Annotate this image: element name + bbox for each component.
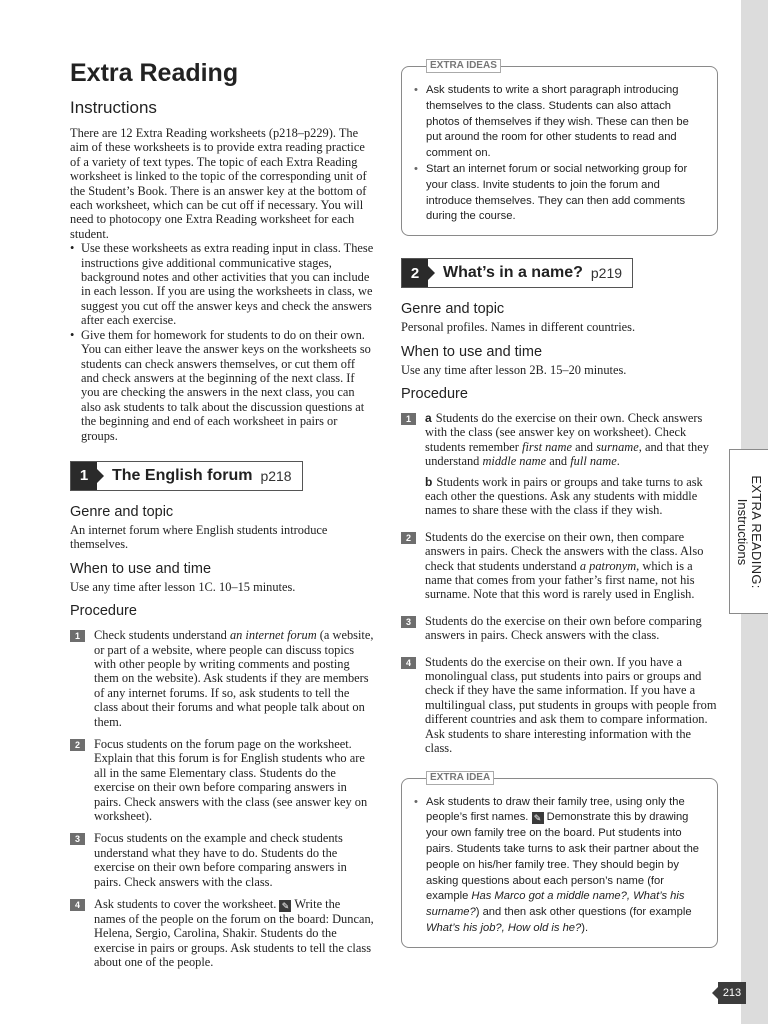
step-text: Students do the exercise on their own, then compare answers in pairs. Check the answers with the class. Also check that students understand xyxy=(425,529,704,573)
section-1-step-2 xyxy=(70,737,375,823)
step-text: Ask students to cover the worksheet. xyxy=(94,897,280,912)
right-column xyxy=(401,56,718,948)
step-italic-term: surname xyxy=(596,439,639,454)
step-text: Students do the exercise on their own before comparing answers in pairs. Check answers with the class. xyxy=(425,613,702,643)
extra-idea-example: What’s his job?, How old is he? xyxy=(426,921,582,934)
extra-idea-text: Ask students to draw their family tree, using only the people’s first names. xyxy=(426,795,685,824)
step-text: (a website, or part of a website, where people can discuss topics with other people by writing comments and posting them on the website). Ask students if they are members of any internet forums. If so, ask students to tell the class about their forums and what people talk about on them. xyxy=(94,628,374,729)
step-text: Focus students on the example and check students understand what they have to do. Students do the exercise on their own before comparing answers in pairs. Check answers with the class. xyxy=(94,831,347,889)
section-2-step-4 xyxy=(401,655,718,756)
section-2-when-heading: When to use and time xyxy=(401,343,543,360)
step-sub-label-a: a xyxy=(425,410,432,425)
section-1-page: p218 xyxy=(260,467,292,484)
step-text: . xyxy=(616,454,620,469)
section-1-when-text: Use any time after lesson 1C. 10–15 minutes. xyxy=(70,579,296,594)
section-2-header xyxy=(401,258,633,288)
step-number-badge: 1 xyxy=(401,413,416,425)
pencil-icon: ✎ xyxy=(279,900,291,912)
step-number-badge: 3 xyxy=(70,833,85,845)
section-2-genre-text: Personal profiles. Names in different countries. xyxy=(401,320,636,335)
pencil-icon: ✎ xyxy=(532,812,544,824)
step-number-badge: 4 xyxy=(401,657,416,669)
step-text: , and that they understand xyxy=(425,439,709,469)
section-1-when-heading: When to use and time xyxy=(70,560,212,577)
section-1-header xyxy=(70,461,303,491)
extra-ideas-label: EXTRA IDEAS xyxy=(426,59,501,73)
section-2-step-2 xyxy=(401,530,718,602)
step-sub-label-b: b xyxy=(425,474,433,489)
extra-ideas-item-1: • Ask students to write a short paragraph introducing themselves to the class. Students can also attach photos of themselves if they wish. These can then be put around the room for other students to read and comment on. xyxy=(414,83,705,162)
step-number-badge: 2 xyxy=(401,532,416,544)
step-text: Students work in pairs or groups and take turns to ask each other the questions. Ask any students with middle names to share these with the class if they wish. xyxy=(425,474,703,518)
step-italic-term: full name xyxy=(570,454,617,469)
section-1-procedure-heading: Procedure xyxy=(70,603,137,620)
step-text: Focus students on the forum page on the worksheet. Explain that this forum is for English students who are all in the same Elementary class. Students do the exercise on their own before comparing answers in pairs. Check answers with the class (see answer key on worksheet). xyxy=(94,737,368,824)
step-number-badge: 2 xyxy=(70,739,85,751)
intro-paragraph: There are 12 Extra Reading worksheets (p218–p229). The aim of these worksheets is to provide extra reading practice of a variety of text types. The topic of each Extra Reading worksheet is linked to the topic of the corresponding unit of the Student’s Book. There is an answer key at the bottom of each worksheet, which can be cut off if necessary. You will need to photocopy one Extra Reading worksheet for each student. xyxy=(70,126,367,241)
section-1-step-3 xyxy=(70,831,375,889)
step-italic-term: a patronym xyxy=(579,558,637,573)
page-title: Extra Reading xyxy=(70,59,239,87)
extra-idea-example: Has Marco got a middle name?, What’s his surname? xyxy=(426,890,685,919)
section-1-genre-heading: Genre and topic xyxy=(70,503,174,520)
side-tab-line2: Instructions xyxy=(735,498,750,565)
section-2-when-text: Use any time after lesson 2B. 15–20 minutes. xyxy=(401,362,627,377)
step-italic-term: an internet forum xyxy=(229,628,317,643)
section-2-step-1 xyxy=(401,411,718,518)
left-column xyxy=(70,56,375,970)
section-2-number: 2 xyxy=(402,259,428,287)
extra-idea-text: Demonstrate this by drawing your own family tree on the board. Put students into pairs. Students take turns to ask their partner about the people on his/her family tree. They should begin by asking questions about each person’s name (for example xyxy=(426,811,700,903)
intro-bullet-2: • Give them for homework for students to do on their own. You can either leave the answer keys on the worksheets so students can check answers themselves, or cut them off and check answers at the beginning of the next class. If you are checking the answers in the next class, you can also ask students to talk about the discussion questions at the beginning and end of each worksheet in pairs or groups. xyxy=(70,328,375,443)
step-text: Write the names of the people on the forum on the board: Duncan, Helena, Sergio, Carolina, Shakir. Students do the exercise in pairs or groups. Ask students to tell the class about one of the people. xyxy=(94,897,374,970)
step-text: and xyxy=(571,439,597,454)
page-subtitle: Instructions xyxy=(70,98,157,117)
step-number-badge: 4 xyxy=(70,899,85,911)
section-1-number: 1 xyxy=(71,462,97,490)
extra-idea-text: ) and then ask other questions (for example xyxy=(475,906,692,919)
section-1-title: The English forum xyxy=(112,466,253,484)
extra-idea-item xyxy=(414,795,705,937)
section-2-page: p219 xyxy=(590,265,623,282)
section-2-genre-heading: Genre and topic xyxy=(401,301,505,318)
section-2-title: What’s in a name? xyxy=(443,264,583,282)
intro-bullet-1: • Use these worksheets as extra reading input in class. These instructions give additional communicative stages, background notes and other activities that you can include in each lesson. If you are using the worksheets in class, we suggest you cut off the answer keys and check the answers after each exercise. xyxy=(70,241,375,327)
section-2-step-3 xyxy=(401,614,718,643)
step-text: Students do the exercise on their own. If you have a monolingual class, put students into pairs or groups and check if they have the same information. If you have a multilingual class, put students in groups with people from different countries and ask them to compare information. Ask students to share interesting information with the class. xyxy=(425,654,717,756)
extra-idea-label: EXTRA IDEA xyxy=(426,771,494,785)
step-number-badge: 1 xyxy=(70,630,85,642)
page-number: 213 xyxy=(718,982,746,1004)
step-text: Students do the exercise on their own. Check answers with the class (see answer key on worksheet). Check students remember xyxy=(425,410,703,454)
section-1-step-4 xyxy=(70,897,375,970)
extra-ideas-item-2: • Start an internet forum or social networking group for your class. Invite students to join the forum and introduce themselves. They can then add comments during the course. xyxy=(414,162,705,225)
section-1-step-1 xyxy=(70,628,375,729)
step-italic-term: first name xyxy=(522,439,572,454)
extra-ideas-box xyxy=(401,60,718,236)
step-italic-term: middle name xyxy=(482,454,547,469)
step-number-badge: 3 xyxy=(401,616,416,628)
step-text: Check students understand xyxy=(94,628,230,643)
section-1-genre-text: An internet forum where English students introduce themselves. xyxy=(70,522,328,552)
section-2-procedure-heading: Procedure xyxy=(401,385,468,402)
extra-idea-box xyxy=(401,771,718,948)
side-tab xyxy=(729,449,768,614)
step-text: and xyxy=(546,454,571,469)
step-text: , which is a name that comes from your father’s first name, not his surname. Note that this word is rarely used in English. xyxy=(425,558,695,602)
extra-idea-text: ). xyxy=(581,921,589,934)
side-tab-line1: EXTRA READING: xyxy=(749,474,764,589)
